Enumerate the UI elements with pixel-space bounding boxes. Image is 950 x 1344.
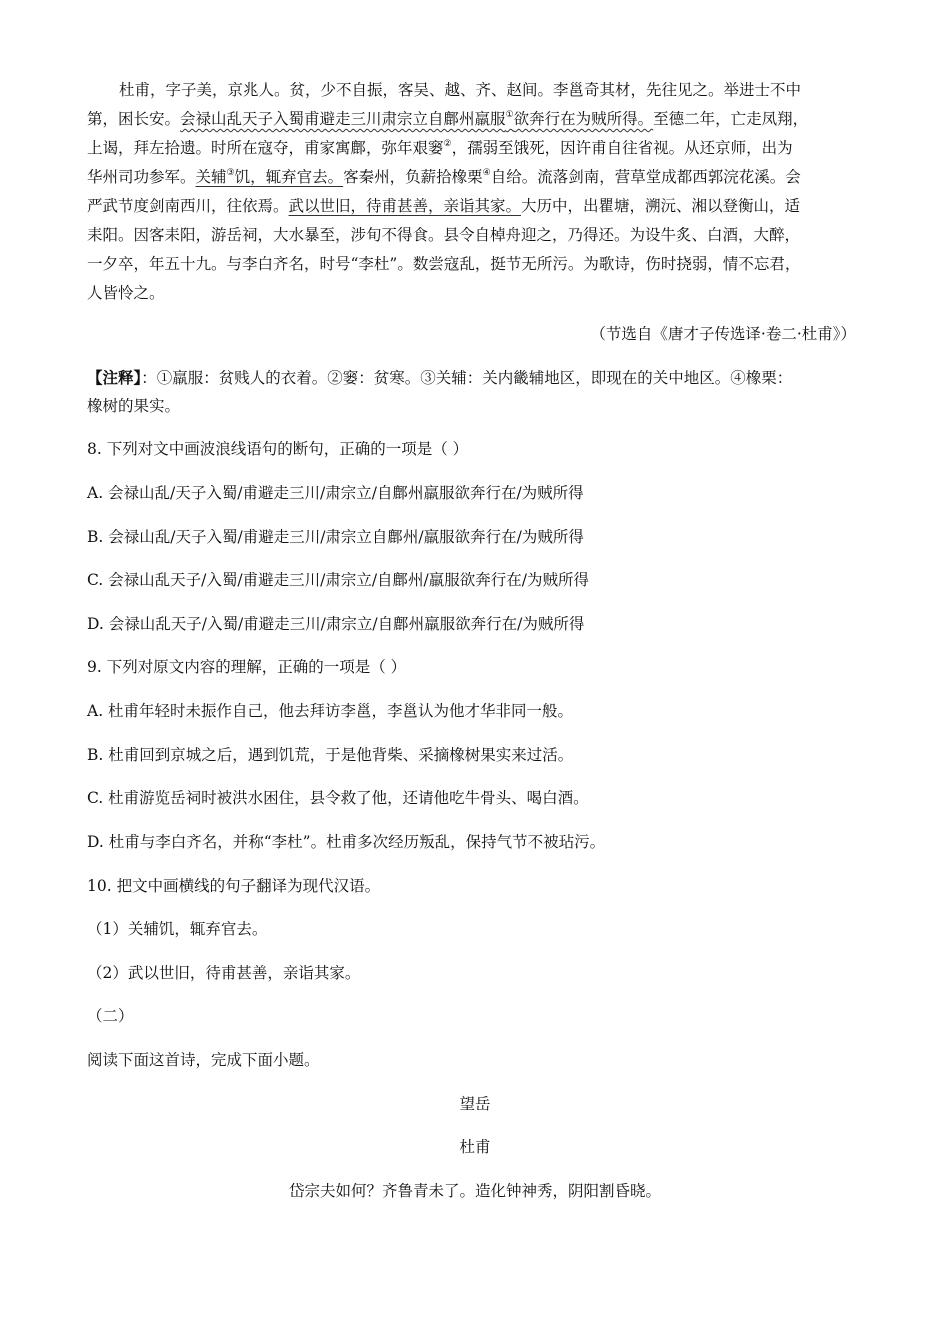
passage-line-4 xyxy=(87,167,801,187)
question-9-stem: 9. 下列对原文内容的理解，正确的一项是（ ） xyxy=(87,658,407,676)
underlined-sentence-1: 关辅③饥，辄弃官去。 xyxy=(195,168,344,186)
passage-text: 一夕卒，年五十九。与李白齐名，时号“李杜”。数尝寇乱，挺节无所污。为歌诗，伤时挠弱，情不忘君， xyxy=(87,255,801,273)
passage-line-3 xyxy=(87,138,793,158)
passage-text: 严武节度剑南西川，往依焉。 xyxy=(87,197,289,215)
section-2-instruction: 阅读下面这首诗，完成下面小题。 xyxy=(87,1051,320,1069)
passage-line-1 xyxy=(119,80,801,100)
question-8-stem: 8. 下列对文中画波浪线语句的断句，正确的一项是（ ） xyxy=(87,440,469,458)
passage-text: 上谒，拜左拾遗。时所在寇夺，甫家寓鄜，弥年艰窭 xyxy=(87,139,444,157)
footnote-marker: ① xyxy=(505,110,514,120)
passage-line-7 xyxy=(87,254,800,274)
question-8-option-b: B. 会禄山乱/天子入蜀/甫避走三川/肃宗立自鄜州/羸服欲奔行在/为贼所得 xyxy=(87,528,584,546)
passage-text: 人皆怜之。 xyxy=(87,284,165,302)
question-10-item-1: （1）关辅饥，辄弃官去。 xyxy=(87,920,268,938)
question-8-option-c: C. 会禄山乱天子/入蜀/甫避走三川/肃宗立/自鄜州/羸服欲奔行在/为贼所得 xyxy=(87,571,589,589)
question-10-stem: 10. 把文中画横线的句子翻译为现代汉语。 xyxy=(87,877,381,895)
footnote-marker: ④ xyxy=(482,168,491,178)
passage-text: 大历中，出瞿塘，溯沅、湘以登衡山，适 xyxy=(521,197,801,215)
notes-line-1 xyxy=(87,368,792,388)
poem-author: 杜甫 xyxy=(459,1138,491,1156)
passage-line-6 xyxy=(87,225,800,245)
wavy-underlined-sentence: 会禄山乱天子入蜀甫避走三川肃宗立自鄜州羸服①欲奔行在为贼所得。 xyxy=(180,110,654,128)
passage-text: 客秦州，负薪拾橡栗 xyxy=(343,168,483,186)
question-9-option-d: D. 杜甫与李白齐名，并称“李杜”。杜甫多次经历叛乱，保持气节不被玷污。 xyxy=(87,833,606,851)
passage-text: 第，困长安。 xyxy=(87,110,181,128)
question-8-option-a: A. 会禄山乱/天子入蜀/甫避走三川/肃宗立/自鄜州羸服欲奔行在/为贼所得 xyxy=(87,484,584,502)
question-9-option-a: A. 杜甫年轻时未振作自己，他去拜访李邕，李邕认为他才华非同一般。 xyxy=(87,702,574,720)
passage-source: （节选自《唐才子传选译·卷二·杜甫》） xyxy=(590,325,856,343)
question-10-item-2: （2）武以世旧，待甫甚善，亲诣其家。 xyxy=(87,964,361,982)
passage-text: 至德二年，亡走凤翔， xyxy=(653,110,809,128)
passage-text: 华州司功参军。 xyxy=(87,168,196,186)
question-9-option-b: B. 杜甫回到京城之后，遇到饥荒，于是他背柴、采摘橡树果实来过活。 xyxy=(87,746,574,764)
poem-title: 望岳 xyxy=(459,1095,491,1113)
question-9-option-c: C. 杜甫游览岳祠时被洪水困住，县令救了他，还请他吃牛骨头、喝白酒。 xyxy=(87,789,589,807)
passage-text: 自给。流落剑南，营草堂成都西郭浣花溪。会 xyxy=(490,168,801,186)
passage-text: 耒阳。因客耒阳，游岳祠，大水暴至，涉旬不得食。县令自棹舟迎之，乃得还。为设牛炙、白酒，大醉， xyxy=(87,226,801,244)
underlined-sentence-2: 武以世旧，待甫甚善，亲诣其家。 xyxy=(288,197,522,215)
notes-line-2: 橡树的果实。 xyxy=(87,397,181,415)
passage-line-5 xyxy=(87,196,800,216)
passage-line-8 xyxy=(87,283,165,303)
question-8-option-d: D. 会禄山乱天子/入蜀/甫避走三川/肃宗立/自鄜州羸服欲奔行在/为贼所得 xyxy=(87,615,585,633)
poem-line-1: 岱宗夫如何？齐鲁青未了。造化钟神秀，阴阳割昏晓。 xyxy=(288,1182,661,1200)
passage-text: ，孺弱至饿死，因许甫自往省视。从还京师，出为 xyxy=(451,139,793,157)
section-2-label: （二） xyxy=(87,1007,134,1025)
passage-line-2 xyxy=(87,109,808,129)
passage-text: 杜甫，字子美，京兆人。贫，少不自振，客吴、越、齐、赵间。李邕奇其材，先往见之。举进士不中 xyxy=(119,81,802,99)
notes-label: 【注释】 xyxy=(87,368,142,387)
notes-text: ：①羸服：贫贱人的衣着。②窭：贫寒。③关辅：关内畿辅地区，即现在的关中地区。④橡栗： xyxy=(141,369,793,387)
footnote-marker: ③ xyxy=(226,168,235,178)
footnote-marker: ② xyxy=(443,139,452,149)
